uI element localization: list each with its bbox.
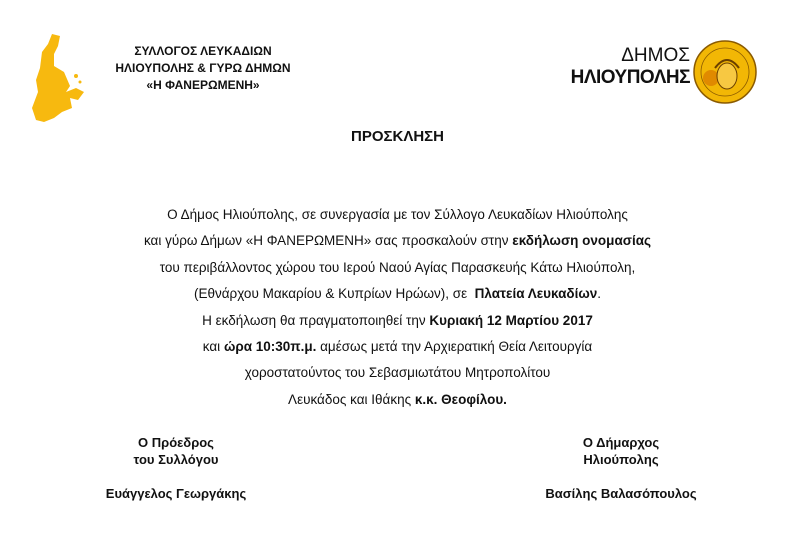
bold-text: εκδήλωση ονομασίας: [512, 233, 652, 249]
text: (Εθνάρχου Μακαρίου & Κυπρίων Ηρώων), σε: [193, 286, 475, 302]
text: και: [202, 339, 224, 355]
signature-left: [76, 434, 276, 502]
municipality-seal-logo: [693, 40, 757, 104]
signer-role: Ηλιούπολης: [583, 452, 659, 467]
invitation-text: [0, 202, 795, 413]
signer-name: Ευάγγελος Γεωργάκης: [105, 486, 247, 501]
text-line: [0, 387, 795, 413]
text-line: του περιβάλλοντος χώρου του Ιερού Ναού Αγίας Παρασκευής Κάτω Ηλιούπολη,: [159, 259, 636, 275]
association-line: «Η ΦΑΝΕΡΩΜΕΝΗ»: [146, 78, 260, 92]
bold-text: κ.κ. Θεοφίλου.: [414, 391, 507, 407]
text: και γύρω Δήμων «Η ΦΑΝΕΡΩΜΕΝΗ» σας προσκαλούν στην: [143, 233, 513, 249]
text: .: [597, 286, 602, 302]
text-line: [0, 228, 795, 254]
bold-text: Κυριακή 12 Μαρτίου 2017: [429, 312, 593, 328]
text-line: χοροστατούντος του Σεβασμιωτάτου Μητροπολίτου: [244, 365, 551, 381]
text: Λευκάδος και Ιθάκης: [288, 391, 415, 407]
municipality-name: [560, 45, 690, 89]
municipality-line: ΔΗΜΟΣ: [621, 45, 690, 66]
lefkada-map-logo: [30, 32, 90, 127]
bold-text: ώρα 10:30π.μ.: [223, 339, 317, 355]
text-line: [0, 281, 795, 307]
text: αμέσως μετά την Αρχιερατική Θεία Λειτουργία: [316, 339, 593, 355]
association-name: [103, 43, 303, 94]
signer-name: Βασίλης Βαλασόπουλος: [545, 486, 697, 501]
signature-right: [521, 434, 721, 502]
signer-role: Ο Πρόεδρος: [138, 435, 214, 450]
text-line: [0, 308, 795, 334]
association-line: ΗΛΙΟΥΠΟΛΗΣ & ΓΥΡΩ ΔΗΜΩΝ: [115, 61, 291, 75]
association-line: ΣΥΛΛΟΓΟΣ ΛΕΥΚΑΔΙΩΝ: [134, 44, 272, 58]
page-title: ΠΡΟΣΚΛΗΣΗ: [350, 128, 444, 145]
text-line: [0, 334, 795, 360]
signer-role: του Συλλόγου: [133, 452, 219, 467]
text-line: Ο Δήμος Ηλιούπολης, σε συνεργασία με τον Σύλλογο Λευκαδίων Ηλιούπολης: [167, 207, 628, 222]
signer-role: Ο Δήμαρχος: [582, 435, 660, 450]
bold-text: Πλατεία Λευκαδίων: [474, 286, 598, 302]
text: Η εκδήλωση θα πραγματοποιηθεί την: [202, 312, 430, 328]
municipality-line: ΗΛΙΟΥΠΟΛΗΣ: [570, 67, 690, 88]
